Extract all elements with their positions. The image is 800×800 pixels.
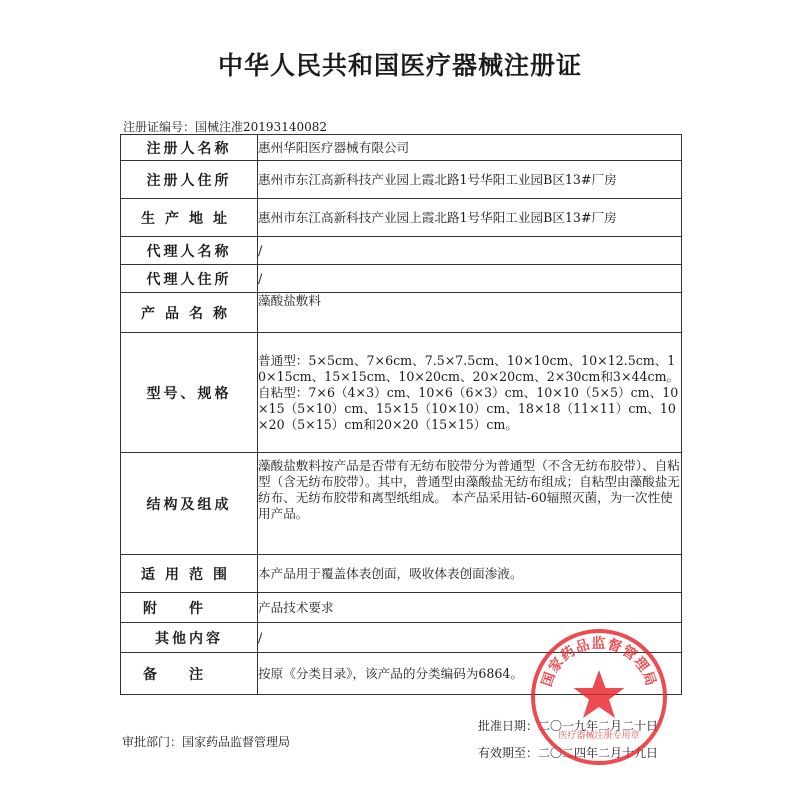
- row-label-agent-address: 代理人住所: [121, 265, 258, 293]
- table-row: [121, 135, 682, 161]
- row-value-registrant-address: 惠州市东江高新科技产业园上霞北路1号华阳工业园B区13#厂房: [258, 161, 682, 199]
- table-row: [121, 161, 682, 199]
- row-label-product-name: 产品名称: [121, 293, 258, 333]
- row-value-production-address: 惠州市东江高新科技产业园上霞北路1号华阳工业园B区13#厂房: [258, 199, 682, 237]
- seal-inner-text: 医疗器械注册专用章: [558, 731, 640, 741]
- document-title: 中华人民共和国医疗器械注册证: [217, 51, 582, 80]
- row-label-production-address: 生产地址: [121, 199, 258, 237]
- row-value-other: /: [258, 623, 682, 653]
- row-label-registrant-address: 注册人住所: [121, 161, 258, 199]
- expiry-date-value: 二〇二四年二月十九日: [538, 746, 659, 760]
- seal-org-name: 国家药品监督管理局: [539, 636, 659, 689]
- row-label-remarks: 备注: [121, 653, 258, 695]
- row-label-model-spec: 型号、规格: [121, 333, 258, 453]
- expiry-date-label: 有效期至：: [478, 746, 539, 760]
- cert-number-label: 注册证编号：: [123, 120, 196, 134]
- row-value-model-spec: 普通型：5×5cm、7×6cm、7.5×7.5cm、10×10cm、10×12.5cm、10×15cm、15×15cm、10×20cm、20×20cm、2×30cm和3×44cm。 自粘型：7×6（4×3）cm、10×6（6×3）cm、10×10（5×5）cm、10×15（5×10）cm、15×15（10×10）cm、18×18（11×11）cm、10×20（5×15）cm和20×20（15×15）cm。: [258, 333, 682, 453]
- table-row: [121, 293, 682, 333]
- approval-department: [122, 733, 290, 750]
- row-value-structure: 藻酸盐敷料按产品是否带有无纺布胶带分为普通型（不含无纺布胶带）、自粘型（含无纺布胶带）。其中，普通型由藻酸盐无纺布组成；自粘型由藻酸盐无纺布、无纺布胶带和离型纸组成。 本产品采用钴-60辐照灭菌，为一次性使用产品。: [258, 453, 682, 555]
- certificate-number-line: [123, 118, 327, 135]
- row-label-scope: 适用范围: [121, 555, 258, 593]
- row-value-product-name: 藻酸盐敷料: [258, 293, 682, 333]
- row-value-registrant-name: 惠州华阳医疗器械有限公司: [258, 135, 682, 161]
- row-label-attachment: 附件: [121, 593, 258, 623]
- official-seal-stamp: [528, 626, 670, 768]
- row-value-attachment: 产品技术要求: [258, 593, 682, 623]
- table-row: [121, 199, 682, 237]
- row-label-structure: 结构及组成: [121, 453, 258, 555]
- table-row: [121, 333, 682, 453]
- row-value-agent-address: /: [258, 265, 682, 293]
- row-value-agent-name: /: [258, 237, 682, 265]
- row-label-other: 其他内容: [121, 623, 258, 653]
- table-row: [121, 593, 682, 623]
- approval-dept-value: 国家药品监督管理局: [182, 735, 291, 749]
- table-row: [121, 453, 682, 555]
- approval-date-value: 二〇一九年二月二十日: [538, 719, 659, 733]
- table-row: [121, 265, 682, 293]
- approval-date-label: 批准日期：: [478, 719, 539, 733]
- table-row: [121, 237, 682, 265]
- cert-number-value: 国械注准20193140082: [195, 120, 327, 134]
- row-label-agent-name: 代理人名称: [121, 237, 258, 265]
- row-value-remarks: 按原《分类目录》，该产品的分类编码为6864。: [258, 653, 682, 695]
- seal-star-icon: [574, 670, 625, 718]
- table-row: [121, 555, 682, 593]
- row-label-registrant-name: 注册人名称: [121, 135, 258, 161]
- row-value-scope: 本产品用于覆盖体表创面，吸收体表创面渗液。: [258, 555, 682, 593]
- approval-dept-label: 审批部门：: [122, 735, 183, 749]
- registration-table: [120, 134, 682, 695]
